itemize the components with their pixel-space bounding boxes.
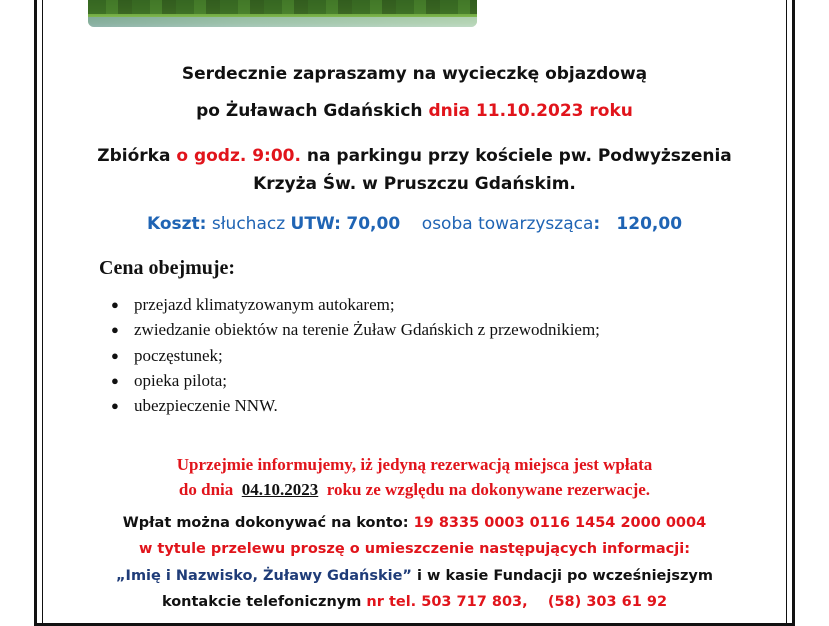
- cost-label: Koszt:: [146, 214, 207, 234]
- list-item-text: poczęstunek;: [134, 345, 223, 365]
- meeting-place: na parkingu przy kościele pw. Podwyższenia: [306, 146, 732, 166]
- payment-title-text: „Imię i Nazwisko, Żuławy Gdańskie”: [116, 568, 412, 584]
- meeting-line-2: [0, 174, 829, 194]
- list-item-text: opieka pilota;: [134, 370, 228, 390]
- landscape-photo: [88, 0, 477, 27]
- list-item: [108, 368, 600, 393]
- payment-contact-label: kontakcie telefonicznym: [161, 594, 362, 610]
- bullet-icon: ●: [111, 322, 119, 338]
- bullet-icon: ●: [111, 347, 119, 363]
- bullet-icon: ●: [111, 297, 119, 312]
- payment-account: 19 8335 0003 0116 1454 2000 0004: [413, 515, 707, 531]
- invite-line-1: [0, 64, 829, 84]
- invite-date: dnia 11.10.2023 roku: [428, 101, 633, 121]
- cost-utw: UTW:: [290, 214, 341, 234]
- includes-heading: Cena obejmuje:: [99, 257, 236, 279]
- meeting-label: Zbiórka: [97, 146, 171, 166]
- notice-deadline: 04.10.2023: [241, 480, 319, 499]
- list-item: [108, 343, 600, 368]
- cost-student-price: 70,00: [346, 214, 401, 234]
- water-band: [88, 17, 477, 27]
- notice-suffix: roku ze względu na dokonywane rezerwacje.: [326, 480, 651, 499]
- cost-student-label: słuchacz: [211, 214, 286, 234]
- meeting-time: o godz. 9:00.: [176, 146, 301, 166]
- meeting-place-2: Krzyża Św. w Pruszczu Gdańskim.: [253, 174, 576, 194]
- bullet-icon: ●: [111, 398, 119, 414]
- cost-companion-price: 120,00: [616, 214, 683, 234]
- list-item-text: przejazd klimatyzowanym autokarem;: [134, 295, 395, 314]
- list-item: [108, 393, 600, 418]
- list-item: [108, 317, 600, 342]
- payment-phones: nr tel. 503 717 803, (58) 303 61 92: [366, 594, 668, 610]
- payment-line-4: [0, 594, 829, 610]
- includes-list: [108, 292, 600, 418]
- notice-text: Uprzejmie informujemy, iż jedyną rezerwacją miejsca jest wpłata: [176, 455, 653, 474]
- meeting-line-1: [0, 146, 829, 166]
- payment-line-3: [0, 568, 829, 584]
- notice-prefix: do dnia: [178, 480, 234, 499]
- payment-title-instruction: w tytule przelewu proszę o umieszczenie następujących informacji:: [138, 541, 691, 557]
- invite-text: Serdecznie zapraszamy na wycieczkę objazdową: [181, 64, 648, 84]
- payment-line-1: [0, 515, 829, 531]
- list-item-text: zwiedzanie obiektów na terenie Żuław Gdańskich z przewodnikiem;: [134, 320, 600, 340]
- list-item-text: ubezpieczenie NNW.: [134, 396, 278, 416]
- cost-line: [0, 214, 829, 234]
- payment-line-2: [0, 541, 829, 557]
- cost-companion-label: osoba towarzysząca: [421, 214, 594, 234]
- invite-region: po Żuławach Gdańskich: [196, 101, 423, 121]
- payment-cash-info: i w kasie Fundacji po wcześniejszym: [417, 568, 713, 584]
- bullet-icon: ●: [111, 372, 119, 388]
- payment-label: Wpłat można dokonywać na konto:: [122, 515, 409, 531]
- notice-line-1: [0, 455, 829, 475]
- invite-line-2: [0, 101, 829, 121]
- cost-colon: :: [593, 214, 601, 234]
- trees-band: [88, 0, 477, 14]
- list-item: [108, 292, 600, 317]
- notice-line-2: [0, 480, 829, 500]
